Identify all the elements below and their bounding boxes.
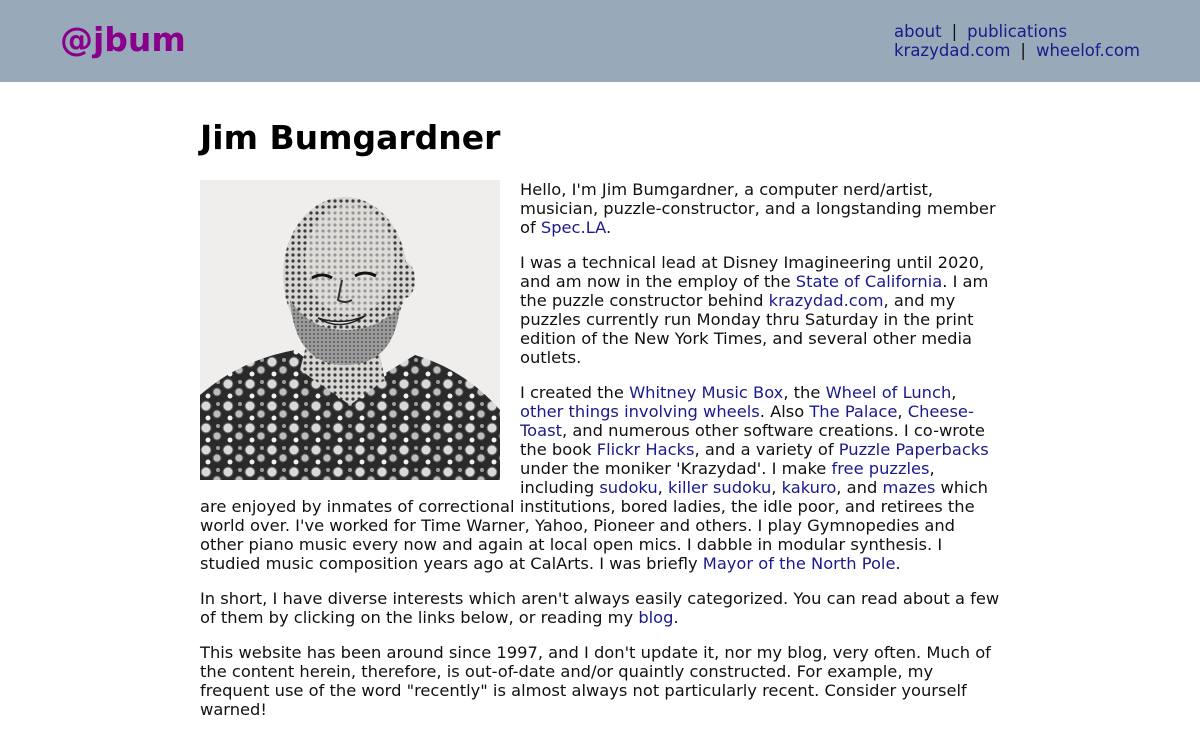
wheel-of-lunch-link[interactable]: Wheel of Lunch: [825, 382, 952, 402]
site-logo-link[interactable]: @jbum: [60, 20, 186, 59]
killer-sudoku-link[interactable]: killer sudoku: [668, 477, 772, 497]
text-span: . I am the puzzle constructor behind: [520, 271, 989, 310]
wheels-link[interactable]: other things involving wheels: [520, 401, 760, 421]
portrait-photo-icon: [200, 180, 500, 480]
text-span: .: [673, 607, 679, 627]
puzzle-paperbacks-link[interactable]: Puzzle Paperbacks: [838, 439, 989, 459]
top-nav: [894, 22, 1140, 60]
site-header: [0, 0, 1200, 82]
text-span: , the: [783, 382, 826, 402]
interests-paragraph: [200, 589, 1002, 627]
whitney-music-box-link[interactable]: Whitney Music Box: [629, 382, 784, 402]
text-span: In short, I have diverse interests which aren't always easily categorized. You can read about a few of them by clicking on the links below, or reading my: [200, 588, 1000, 627]
main-content: [200, 118, 1002, 735]
nav-row-2: [894, 41, 1140, 60]
mazes-link[interactable]: mazes: [882, 477, 936, 497]
text-span: This website has been around since 1997, and I don't update it, nor my blog, very often. Much of the content herein, therefore, is out-of-date and/or quaintly constructed. For example, my frequent use of the word "recently" is almost always not particularly recent. Consider yourself warned!: [200, 642, 991, 719]
kakuro-link[interactable]: kakuro: [781, 477, 837, 497]
nav-publications-link[interactable]: publications: [967, 22, 1068, 41]
text-span: , including: [520, 458, 935, 497]
text-span: . Also: [759, 401, 810, 421]
flickr-hacks-link[interactable]: Flickr Hacks: [596, 439, 695, 459]
text-span: I was a technical lead at Disney Imagineering until 2020, and am now in the employ of the: [520, 252, 985, 291]
nav-about-link[interactable]: about: [893, 22, 942, 41]
text-span: which are enjoyed by inmates of correctional institutions, bored ladies, the idle poor, and retirees the world over. I've worked for Time Warner, Yahoo, Pioneer and others. I play Gymnopedies and other piano music every now and again at local open mics. I dabble in modular synthesis. I studied music composition years ago at CalArts. I was briefly: [200, 477, 988, 573]
cheese-toast-link[interactable]: Cheese-Toast: [520, 401, 974, 440]
text-span: ,: [897, 401, 908, 421]
krazydad-link[interactable]: krazydad.com: [768, 290, 884, 310]
text-span: ,: [771, 477, 782, 497]
mayor-north-pole-link[interactable]: Mayor of the North Pole: [702, 553, 896, 573]
text-span: Hello, I'm Jim Bumgardner, a computer nerd/artist, musician, puzzle-constructor, and a longstanding member of: [520, 179, 996, 237]
portrait-illustration: [200, 180, 500, 480]
blog-link[interactable]: blog: [638, 607, 674, 627]
state-of-california-link[interactable]: State of California: [795, 271, 943, 291]
text-span: ,: [657, 477, 669, 497]
sudoku-link[interactable]: sudoku: [599, 477, 658, 497]
text-span: I created the: [520, 382, 630, 402]
text-span: , and numerous other software creations. I co-wrote the book: [520, 420, 985, 459]
text-span: , and: [836, 477, 883, 497]
text-span: .: [605, 217, 612, 237]
nav-wheelof-link[interactable]: wheelof.com: [1035, 41, 1140, 60]
text-span: ,: [951, 382, 957, 402]
nav-separator: |: [951, 22, 958, 41]
text-span: .: [895, 553, 901, 573]
text-span: under the moniker 'Krazydad'. I make: [520, 458, 832, 478]
nav-separator: |: [1020, 41, 1026, 60]
nav-row-1: [894, 22, 1140, 41]
nav-krazydad-link[interactable]: krazydad.com: [893, 41, 1011, 60]
text-span: , and a variety of: [694, 439, 839, 459]
free-puzzles-link[interactable]: free puzzles: [831, 458, 930, 478]
page-title: Jim Bumgardner: [200, 118, 501, 157]
disclaimer-paragraph: [200, 643, 1002, 719]
the-palace-link[interactable]: The Palace: [809, 401, 898, 421]
spec-la-link[interactable]: Spec.LA: [540, 217, 606, 237]
text-span: , and my puzzles currently run Monday thru Saturday in the print edition of the New York Times, and several other media outlets.: [520, 290, 974, 367]
